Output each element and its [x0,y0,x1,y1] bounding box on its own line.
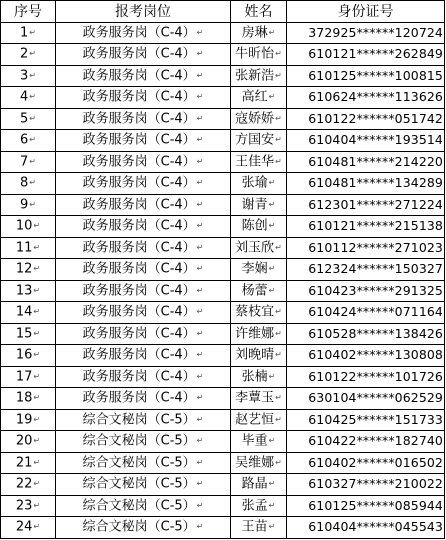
paragraph-mark-icon: ↵ [29,135,36,144]
row-index-cell [1,366,56,388]
paragraph-mark-icon: ↵ [268,522,276,531]
table-row [1,345,445,367]
row-position-cell-text: 政务服务岗（C-4） [82,283,196,298]
row-position-cell [56,237,231,259]
row-id-number-cell-text: 610624******113626 [308,89,443,105]
row-id-number-cell-text: 610112******271023 [308,239,443,255]
paragraph-mark-icon: ↵ [268,221,276,230]
table-row [1,474,445,496]
row-name-cell [231,216,287,238]
row-name-cell-text: 李娴 [241,261,268,277]
row-name-cell [231,495,287,517]
paragraph-mark-icon: ↵ [29,199,36,209]
paragraph-mark-icon: ↵ [33,500,41,510]
row-index-cell-text: 23 [15,498,33,513]
paragraph-mark-icon: ↵ [196,500,204,510]
paragraph-mark-icon: ↵ [196,264,204,273]
row-index-cell [1,388,56,410]
row-id-number-cell-text: 610121******215138 [308,218,443,234]
row-position-cell [56,431,231,453]
row-index-cell [1,302,56,324]
row-id-number-cell-text: 610122******051742 [308,110,443,126]
paragraph-mark-icon: ↵ [275,328,282,338]
row-name-cell-text: 高红 [241,89,268,105]
paragraph-mark-icon: ↵ [275,113,282,123]
row-id-number-cell [287,173,445,195]
row-name-cell [231,474,287,496]
row-name-cell-text: 张瑜 [241,175,268,191]
row-position-cell-text: 政务服务岗（C-4） [82,304,196,320]
row-id-number-cell-text: 610425******151733 [308,411,443,427]
paragraph-mark-icon: ↵ [196,156,204,166]
row-name-cell-text: 房琳 [241,25,268,40]
paragraph-mark-icon: ↵ [268,264,276,273]
table-row [1,216,445,238]
row-name-cell-text: 吴维娜 [235,455,275,470]
row-id-number-cell-text: 372925******120724 [308,24,443,40]
row-id-number-cell [287,259,445,281]
row-position-cell [56,280,231,302]
row-index-cell-text: 18 [15,390,33,406]
paragraph-mark-icon: ↵ [275,307,282,316]
row-name-cell-text: 许维娜 [235,326,275,341]
row-id-number-cell-text: 610125******085944 [308,497,443,513]
row-index-cell [1,323,56,345]
row-position-cell-text: 综合文秘岗（C-5） [82,519,196,535]
paragraph-mark-icon: ↵ [275,70,282,80]
row-name-cell-text: 王苗 [241,519,268,535]
row-id-number-cell-text: 610404******045543 [308,519,443,535]
row-name-cell-text: 刘晚晴 [235,347,275,363]
table-header-row [1,1,445,23]
table-row [1,302,445,324]
row-name-cell [231,388,287,410]
row-position-cell [56,366,231,388]
row-position-cell-text: 综合文秘岗（C-5） [82,455,196,470]
row-index-cell [1,280,56,302]
row-index-cell [1,173,56,195]
row-id-number-cell [287,216,445,238]
paragraph-mark-icon: ↵ [196,285,204,295]
paragraph-mark-icon: ↵ [29,49,36,58]
row-position-cell-text: 政务服务岗（C-4） [82,218,196,234]
table-row [1,108,445,130]
row-index-cell [1,87,56,109]
row-id-number-cell-text: 610528******138426 [308,325,443,341]
row-id-number-cell [287,237,445,259]
row-index-cell [1,194,56,216]
row-name-cell-text: 路晶 [241,476,268,492]
row-index-cell-text: 20 [15,433,33,449]
row-id-number-cell-text: 612301******271224 [308,196,443,212]
row-position-cell [56,216,231,238]
paragraph-mark-icon: ↵ [29,70,36,80]
row-position-cell-text: 政务服务岗（C-4） [82,89,196,105]
table-row [1,431,445,453]
row-index-cell [1,44,56,66]
row-position-cell [56,151,231,173]
table-row [1,259,445,281]
paragraph-mark-icon: ↵ [268,285,276,295]
paragraph-mark-icon: ↵ [196,479,204,488]
paragraph-mark-icon: ↵ [268,27,276,37]
row-index-cell [1,259,56,281]
row-id-number-cell [287,366,445,388]
paragraph-mark-icon: ↵ [196,393,204,402]
row-id-number-cell-text: 612324******150327 [308,261,443,277]
paragraph-mark-icon: ↵ [29,27,36,37]
row-id-number-cell-text: 610423******291325 [308,282,443,298]
row-position-cell [56,44,231,66]
paragraph-mark-icon: ↵ [275,457,282,467]
row-position-cell-text: 政务服务岗（C-4） [82,347,196,363]
row-position-cell [56,409,231,431]
row-position-cell-text: 综合文秘岗（C-5） [82,433,196,449]
row-position-cell [56,87,231,109]
row-position-cell-text: 政务服务岗（C-4） [82,68,196,83]
paragraph-mark-icon: ↵ [268,199,276,209]
row-position-cell-text: 政务服务岗（C-4） [82,25,196,40]
paragraph-mark-icon: ↵ [196,457,204,467]
table-row [1,388,445,410]
paragraph-mark-icon: ↵ [275,49,282,58]
table-body [1,22,445,538]
table-row [1,130,445,152]
row-position-cell-text: 综合文秘岗（C-5） [82,412,196,427]
row-id-number-cell [287,517,445,539]
row-index-cell-text: 19 [15,412,33,427]
row-position-cell [56,517,231,539]
paragraph-mark-icon: ↵ [196,70,204,80]
row-index-cell-text: 7 [20,154,29,169]
table-row [1,65,445,87]
row-position-cell [56,452,231,474]
paragraph-mark-icon: ↵ [33,457,41,467]
row-position-cell-text: 政务服务岗（C-4） [82,46,196,62]
row-index-cell-text: 13 [15,283,33,298]
row-position-cell [56,474,231,496]
row-index-cell [1,517,56,539]
row-name-cell [231,151,287,173]
row-index-cell-text: 2 [20,46,29,62]
row-id-number-cell-text: 610121******262849 [308,46,443,62]
paragraph-mark-icon: ↵ [33,522,41,531]
row-name-cell [231,280,287,302]
row-name-cell [231,108,287,130]
row-id-number-cell-text: 610481******214220 [308,153,443,169]
row-id-number-cell [287,431,445,453]
row-name-cell-text: 杨蕾 [241,283,268,298]
row-index-cell-text: 21 [15,455,33,470]
row-position-cell-text: 政务服务岗（C-4） [82,390,196,406]
paragraph-mark-icon: ↵ [33,242,41,252]
paragraph-mark-icon: ↵ [33,264,41,273]
row-name-cell-text: 刘玉欣 [235,240,275,255]
paragraph-mark-icon: ↵ [33,350,41,359]
paragraph-mark-icon: ↵ [268,371,276,381]
row-name-cell-text: 赵艺恒 [235,412,275,427]
row-id-number-cell [287,409,445,431]
row-name-cell [231,452,287,474]
row-id-number-cell-text: 610422******182740 [308,433,443,449]
row-position-cell [56,323,231,345]
paragraph-mark-icon: ↵ [275,414,282,424]
row-name-cell-text: 牛昕怡 [235,46,275,62]
row-id-number-cell [287,302,445,324]
paragraph-mark-icon: ↵ [33,307,41,316]
row-index-cell-text: 3 [20,68,29,83]
row-index-cell-text: 22 [15,476,33,492]
row-index-cell-text: 5 [20,111,29,126]
row-index-cell [1,452,56,474]
paragraph-mark-icon: ↵ [33,285,41,295]
paragraph-mark-icon: ↵ [196,328,204,338]
row-position-cell [56,130,231,152]
row-index-cell [1,495,56,517]
paragraph-mark-icon: ↵ [33,436,41,445]
row-name-cell-text: 张孟 [241,498,268,513]
row-id-number-cell-text: 630104******062529 [308,390,443,406]
paragraph-mark-icon: ↵ [33,221,41,230]
row-name-cell [231,22,287,44]
row-position-cell [56,65,231,87]
row-position-cell-text: 政务服务岗（C-4） [82,240,196,255]
row-name-cell [231,194,287,216]
row-index-cell [1,65,56,87]
row-index-cell-text: 14 [15,304,33,320]
paragraph-mark-icon: ↵ [196,221,204,230]
row-position-cell-text: 综合文秘岗（C-5） [82,498,196,513]
row-position-cell [56,108,231,130]
paragraph-mark-icon: ↵ [196,92,204,101]
row-index-cell [1,474,56,496]
header-position: 报考岗位 [56,1,231,23]
row-index-cell-text: 24 [15,519,33,535]
row-id-number-cell-text: 610125******100815 [308,67,443,83]
row-id-number-cell-text: 610402******016502 [308,454,443,470]
row-name-cell [231,65,287,87]
table-row [1,194,445,216]
row-id-number-cell [287,388,445,410]
paragraph-mark-icon: ↵ [268,479,276,488]
row-position-cell [56,388,231,410]
row-index-cell-text: 15 [15,326,33,341]
row-index-cell [1,431,56,453]
row-name-cell-text: 李蕈玉 [235,390,275,406]
row-id-number-cell [287,87,445,109]
paragraph-mark-icon: ↵ [196,242,204,252]
table-row [1,495,445,517]
table-row [1,22,445,44]
paragraph-mark-icon: ↵ [275,393,282,402]
row-position-cell [56,194,231,216]
row-name-cell [231,323,287,345]
row-id-number-cell-text: 610481******134289 [308,175,443,191]
paragraph-mark-icon: ↵ [196,178,204,187]
row-id-number-cell [287,345,445,367]
row-position-cell [56,495,231,517]
row-id-number-cell-text: 610424******071164 [308,304,443,320]
row-position-cell-text: 政务服务岗（C-4） [82,326,196,341]
row-index-cell-text: 12 [15,261,33,277]
row-index-cell [1,151,56,173]
table-row [1,87,445,109]
row-id-number-cell [287,130,445,152]
table-row [1,237,445,259]
table-row [1,44,445,66]
row-index-cell [1,237,56,259]
row-position-cell-text: 政务服务岗（C-4） [82,369,196,384]
header-id-number: 身份证号 [287,1,445,23]
row-position-cell-text: 政务服务岗（C-4） [82,154,196,169]
paragraph-mark-icon: ↵ [196,522,204,531]
row-name-cell-text: 方国安 [235,132,275,148]
row-index-cell-text: 10 [15,218,33,234]
paragraph-mark-icon: ↵ [275,242,282,252]
row-id-number-cell-text: 610122******101726 [308,368,443,384]
row-position-cell-text: 政务服务岗（C-4） [82,261,196,277]
row-id-number-cell [287,65,445,87]
table-row [1,173,445,195]
row-id-number-cell [287,452,445,474]
row-name-cell-text: 张楠 [241,369,268,384]
row-index-cell [1,130,56,152]
row-position-cell [56,345,231,367]
row-index-cell-text: 8 [20,175,29,191]
paragraph-mark-icon: ↵ [196,27,204,37]
row-name-cell-text: 蔡枝宜 [235,304,275,320]
table-row [1,151,445,173]
row-id-number-cell-text: 610402******130808 [308,347,443,363]
row-id-number-cell-text: 610327******210022 [308,476,443,492]
paragraph-mark-icon: ↵ [196,113,204,123]
paragraph-mark-icon: ↵ [275,135,282,144]
paragraph-mark-icon: ↵ [275,156,282,166]
paragraph-mark-icon: ↵ [196,199,204,209]
paragraph-mark-icon: ↵ [29,178,36,187]
paragraph-mark-icon: ↵ [196,350,204,359]
row-name-cell-text: 张新浩 [235,68,275,83]
row-name-cell-text: 王佳华 [235,154,275,169]
paragraph-mark-icon: ↵ [29,156,36,166]
row-name-cell-text: 毕重 [241,433,268,449]
row-name-cell [231,259,287,281]
header-index: 序号 [1,1,56,23]
paragraph-mark-icon: ↵ [196,414,204,424]
row-name-cell-text: 陈创 [241,218,268,234]
paragraph-mark-icon: ↵ [33,414,41,424]
row-name-cell [231,302,287,324]
row-position-cell [56,22,231,44]
paragraph-mark-icon: ↵ [275,350,282,359]
row-name-cell [231,431,287,453]
row-name-cell [231,517,287,539]
row-position-cell-text: 综合文秘岗（C-5） [82,476,196,492]
row-position-cell [56,173,231,195]
row-position-cell-text: 政务服务岗（C-4） [82,111,196,126]
row-index-cell-text: 9 [20,197,29,212]
table-row [1,409,445,431]
paragraph-mark-icon: ↵ [29,92,36,101]
row-id-number-cell [287,22,445,44]
row-index-cell-text: 4 [20,89,29,105]
paragraph-mark-icon: ↵ [196,371,204,381]
row-name-cell [231,366,287,388]
paragraph-mark-icon: ↵ [33,328,41,338]
paragraph-mark-icon: ↵ [196,307,204,316]
table-row [1,280,445,302]
row-name-cell [231,44,287,66]
paragraph-mark-icon: ↵ [33,479,41,488]
row-position-cell [56,302,231,324]
paragraph-mark-icon: ↵ [196,49,204,58]
row-name-cell [231,130,287,152]
paragraph-mark-icon: ↵ [268,92,276,101]
paragraph-mark-icon: ↵ [268,178,276,187]
row-id-number-cell [287,474,445,496]
row-name-cell [231,237,287,259]
row-position-cell [56,259,231,281]
paragraph-mark-icon: ↵ [268,500,276,510]
paragraph-mark-icon: ↵ [29,113,36,123]
row-index-cell [1,345,56,367]
row-name-cell [231,345,287,367]
row-id-number-cell [287,280,445,302]
row-position-cell-text: 政务服务岗（C-4） [82,175,196,191]
table-row [1,366,445,388]
row-index-cell-text: 17 [15,369,33,384]
paragraph-mark-icon: ↵ [33,371,41,381]
row-name-cell [231,87,287,109]
header-name: 姓名 [231,1,287,23]
row-name-cell [231,409,287,431]
paragraph-mark-icon: ↵ [268,436,276,445]
row-name-cell [231,173,287,195]
row-id-number-cell [287,194,445,216]
paragraph-mark-icon: ↵ [196,436,204,445]
row-index-cell [1,22,56,44]
row-index-cell [1,108,56,130]
row-index-cell-text: 16 [15,347,33,363]
row-id-number-cell [287,495,445,517]
row-id-number-cell [287,108,445,130]
row-id-number-cell [287,151,445,173]
table-row [1,323,445,345]
paragraph-mark-icon: ↵ [33,393,41,402]
table-row [1,517,445,539]
row-index-cell-text: 6 [20,132,29,148]
row-index-cell-text: 1 [20,25,29,40]
row-name-cell-text: 寇娇娇 [235,111,275,126]
row-index-cell-text: 11 [15,240,33,255]
paragraph-mark-icon: ↵ [196,135,204,144]
row-index-cell [1,409,56,431]
row-position-cell-text: 政务服务岗（C-4） [82,132,196,148]
row-name-cell-text: 谢青 [241,197,268,212]
row-id-number-cell-text: 610404******193514 [308,132,443,148]
row-id-number-cell [287,44,445,66]
row-index-cell [1,216,56,238]
row-id-number-cell [287,323,445,345]
table-row [1,452,445,474]
row-position-cell-text: 政务服务岗（C-4） [82,197,196,212]
